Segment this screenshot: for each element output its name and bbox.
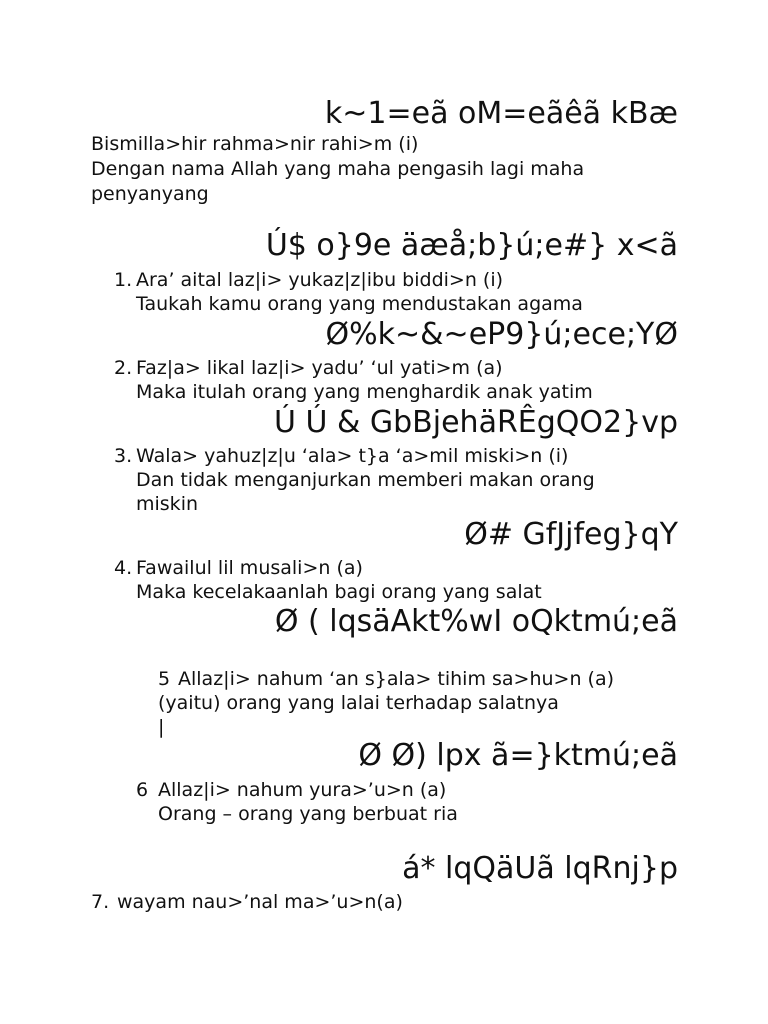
verse-5-latin: Allaz|i> nahum ‘an s}ala> tihim sa>hu>n (a) — [178, 668, 615, 690]
verse-4-number: 4. — [114, 557, 133, 579]
verse-3-arabic: Ú Ú & GbBjehäRÊgQO2}vp — [273, 405, 678, 440]
verse-4-arabic: Ø# GfJjfeg}qY — [464, 517, 678, 552]
verse-2-number: 2. — [114, 357, 133, 379]
verse-7-arabic: á* lqQäUã lqRnj}p — [402, 851, 678, 886]
verse-7-latin: wayam nau>’nal ma>’u>n(a) — [117, 891, 403, 913]
verse-1-latin: Ara’ aital laz|i> yukaz|z|ibu biddi>n (i) — [136, 269, 504, 291]
verse-6-meaning: Orang – orang yang berbuat ria — [158, 803, 458, 825]
basmala-meaning: Dengan nama Allah yang maha pengasih lagi maha — [91, 158, 585, 180]
verse-3-number: 3. — [114, 445, 133, 467]
verse-4-meaning: Maka kecelakaanlah bagi orang yang salat — [136, 581, 542, 603]
text-cursor: | — [158, 716, 165, 738]
basmala-latin: Bismilla>hir rahma>nir rahi>m (i) — [91, 133, 419, 155]
surah-title-arabic: k~1=eã oM=eãêã kBæ — [324, 96, 678, 131]
verse-6-number: 6 — [136, 779, 149, 801]
verse-6-arabic: Ø Ø) lpx ã=}ktmú;eã — [358, 738, 678, 773]
verse-3-latin: Wala> yahuz|z|u ‘ala> t}a ‘a>mil miski>n (i) — [136, 445, 569, 467]
verse-1-meaning: Taukah kamu orang yang mendustakan agama — [136, 293, 583, 315]
verse-6-latin: Allaz|i> nahum yura>’u>n (a) — [158, 779, 447, 801]
verse-2-latin: Faz|a> likal laz|i> yadu’ ‘ul yati>m (a) — [136, 357, 503, 379]
verse-7-number: 7. — [91, 891, 110, 913]
verse-1-number: 1. — [114, 269, 133, 291]
verse-2-meaning: Maka itulah orang yang menghardik anak yatim — [136, 381, 593, 403]
verse-5-arabic: Ø ( lqsäAkt%wI oQktmú;eã — [274, 604, 678, 639]
verse-2-arabic: Ø%k~&~eP9}ú;ece;YØ — [325, 317, 678, 352]
verse-3-meaning: Dan tidak menganjurkan memberi makan orang — [136, 469, 595, 491]
verse-4-latin: Fawailul lil musali>n (a) — [136, 557, 363, 579]
verse-5-number: 5 — [158, 668, 171, 690]
verse-1-arabic: Ú$ o}9e äæå;b}ú;e#} x<ã — [265, 228, 678, 263]
verse-5-meaning: (yaitu) orang yang lalai terhadap salatnya — [158, 692, 559, 714]
verse-3-meaning-cont: miskin — [136, 493, 199, 515]
basmala-meaning-cont: penyanyang — [91, 183, 209, 205]
